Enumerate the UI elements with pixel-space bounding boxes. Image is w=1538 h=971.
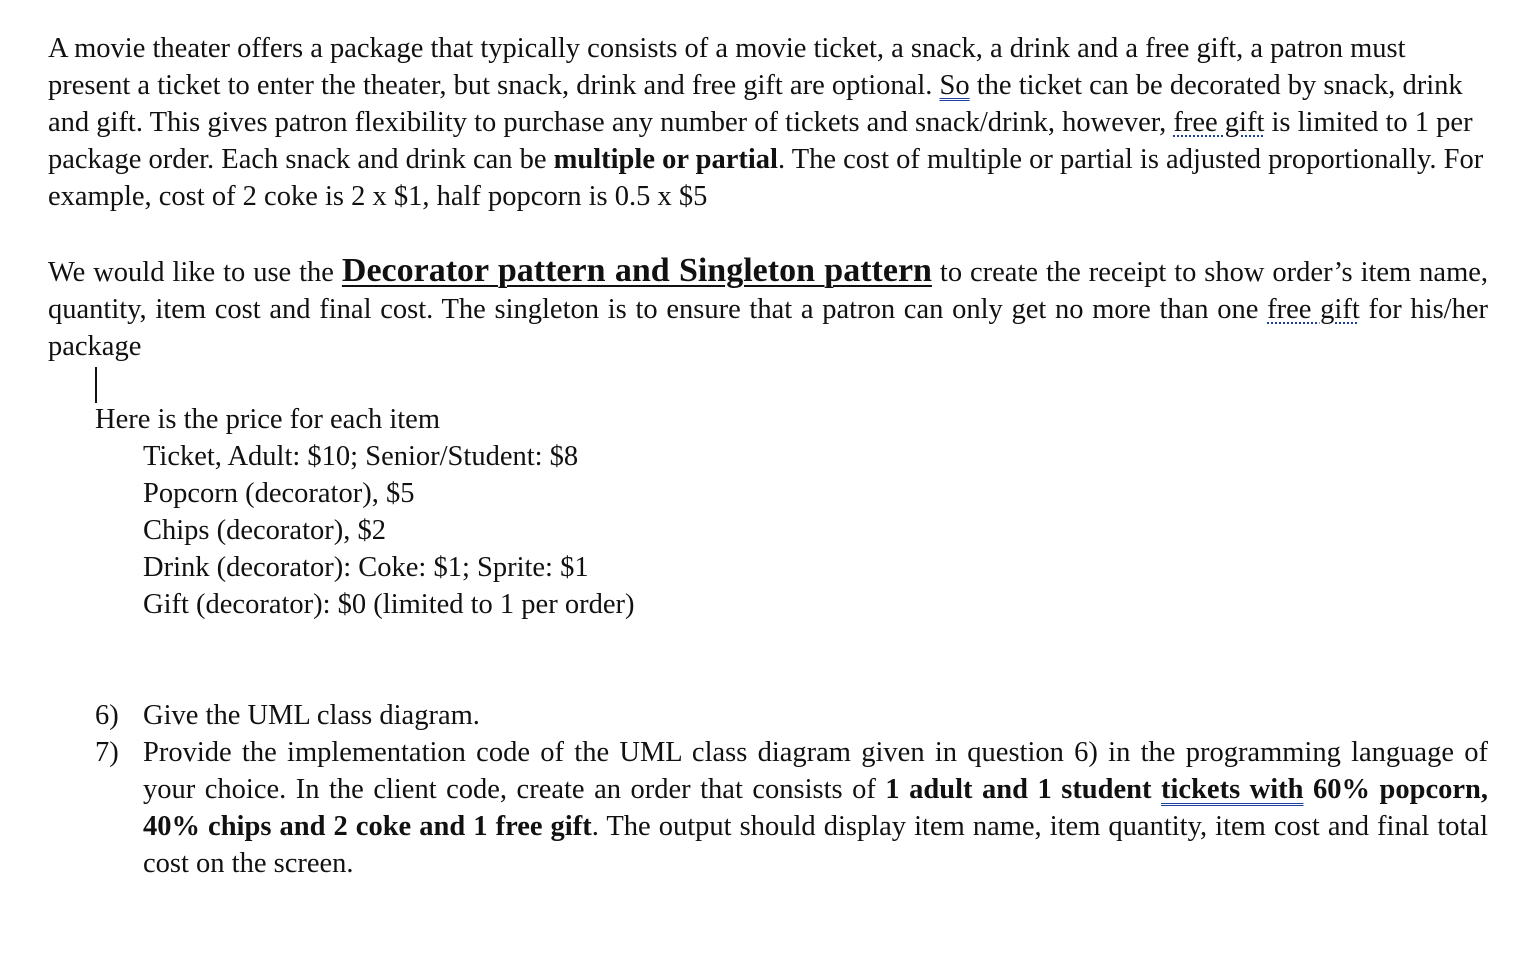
- price-item-ticket: Ticket, Adult: $10; Senior/Student: $8: [143, 441, 579, 472]
- question-7-number: 7): [95, 737, 119, 768]
- price-heading: Here is the price for each item: [95, 404, 440, 435]
- patterns-text-1: We would like to use the: [48, 257, 342, 288]
- price-item-drink: Drink (decorator): Coke: $1; Sprite: $1: [143, 552, 589, 583]
- question-7-bold-2: 60% popcorn, 40% chips and 2 coke and 1 free gift: [143, 774, 1489, 842]
- price-item-chips: Chips (decorator), $2: [143, 515, 386, 546]
- paragraph-spacer: [48, 215, 1488, 252]
- grammar-mark-free-gift-2[interactable]: free gift: [1267, 294, 1360, 325]
- patterns-text-2: to create the receipt to show order’s item name, quantity, item cost and final cost. The singleton is to ensure that a patron can only get no more than one: [48, 257, 1489, 325]
- grammar-mark-so[interactable]: So: [939, 70, 970, 101]
- price-item-gift: Gift (decorator): $0 (limited to 1 per order): [143, 589, 635, 620]
- patterns-text-3: for his/her package: [48, 294, 1488, 362]
- patterns-title: Decorator pattern and Singleton pattern: [341, 252, 932, 289]
- text-cursor: [95, 367, 97, 403]
- grammar-mark-free-gift[interactable]: free gift: [1173, 107, 1265, 138]
- intro-text-4: . The cost of multiple or partial is adjusted proportionally. For example, cost of 2 coke is 2 x $1, half popcorn is 0.5 x $5: [48, 144, 1484, 212]
- grammar-mark-tickets-with[interactable]: tickets with: [1161, 774, 1304, 805]
- question-7-bold-1: 1 adult and 1 student: [885, 774, 1162, 805]
- document-page: [48, 30, 1488, 882]
- question-6-number: 6): [95, 700, 119, 731]
- intro-text-2: the ticket can be decorated by snack, drink and gift. This gives patron flexibility to purchase any number of tickets and snack/drink, however,: [48, 70, 1463, 138]
- question-7-text: [143, 734, 1488, 882]
- question-7-text-2: . The output should display item name, item quantity, item cost and final total cost on the screen.: [143, 811, 1488, 879]
- question-6: [95, 697, 1488, 734]
- patterns-paragraph: [48, 252, 1488, 365]
- price-item-popcorn: Popcorn (decorator), $5: [143, 478, 415, 509]
- text-cursor-row: [48, 365, 1488, 401]
- intro-text-3: is limited to 1 per package order. Each snack and drink can be: [48, 107, 1473, 175]
- questions-list: [95, 697, 1488, 882]
- question-7-text-1: Provide the implementation code of the UML class diagram given in question 6) in the programming language of your choice. In the client code, create an order that consists of: [143, 737, 1488, 805]
- price-list: [143, 438, 1488, 623]
- multiple-or-partial-emphasis: multiple or partial: [553, 144, 778, 175]
- intro-paragraph: [48, 30, 1488, 215]
- question-7: [95, 734, 1488, 882]
- question-6-text: Give the UML class diagram.: [143, 700, 480, 731]
- intro-text-1: A movie theater offers a package that typically consists of a movie ticket, a snack, a drink and a free gift, a patron must present a ticket to enter the theater, but snack, drink and free gift are optional.: [48, 33, 1406, 101]
- section-spacer: [48, 623, 1488, 697]
